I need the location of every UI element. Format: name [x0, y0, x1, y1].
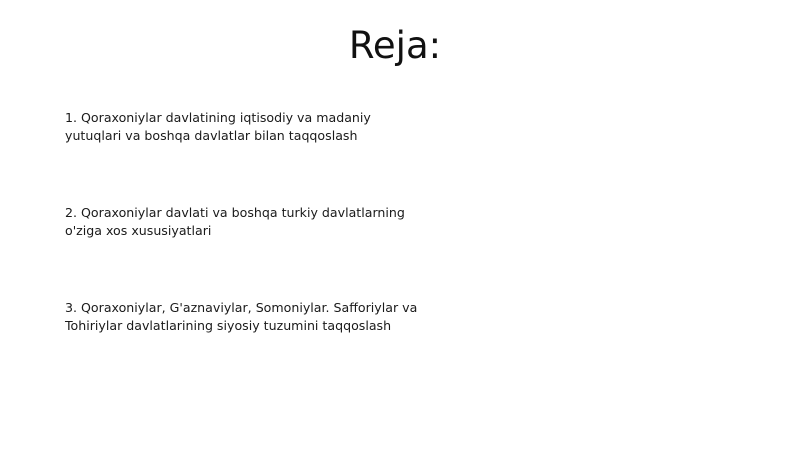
plan-item-2: 2. Qoraxoniylar davlati va boshqa turkiy davlatlarning o'ziga xos xususiyatlari: [65, 205, 405, 238]
plan-item-3: 3. Qoraxoniylar, G'aznaviylar, Somoniylar. Safforiylar va Tohiriylar davlatlarining siyosiy tuzumini taqqoslash: [65, 300, 418, 333]
slide-title: Reja:: [348, 24, 442, 67]
plan-item-1: 1. Qoraxoniylar davlatining iqtisodiy va madaniy yutuqlari va boshqa davlatlar bilan taqqoslash: [65, 110, 371, 143]
